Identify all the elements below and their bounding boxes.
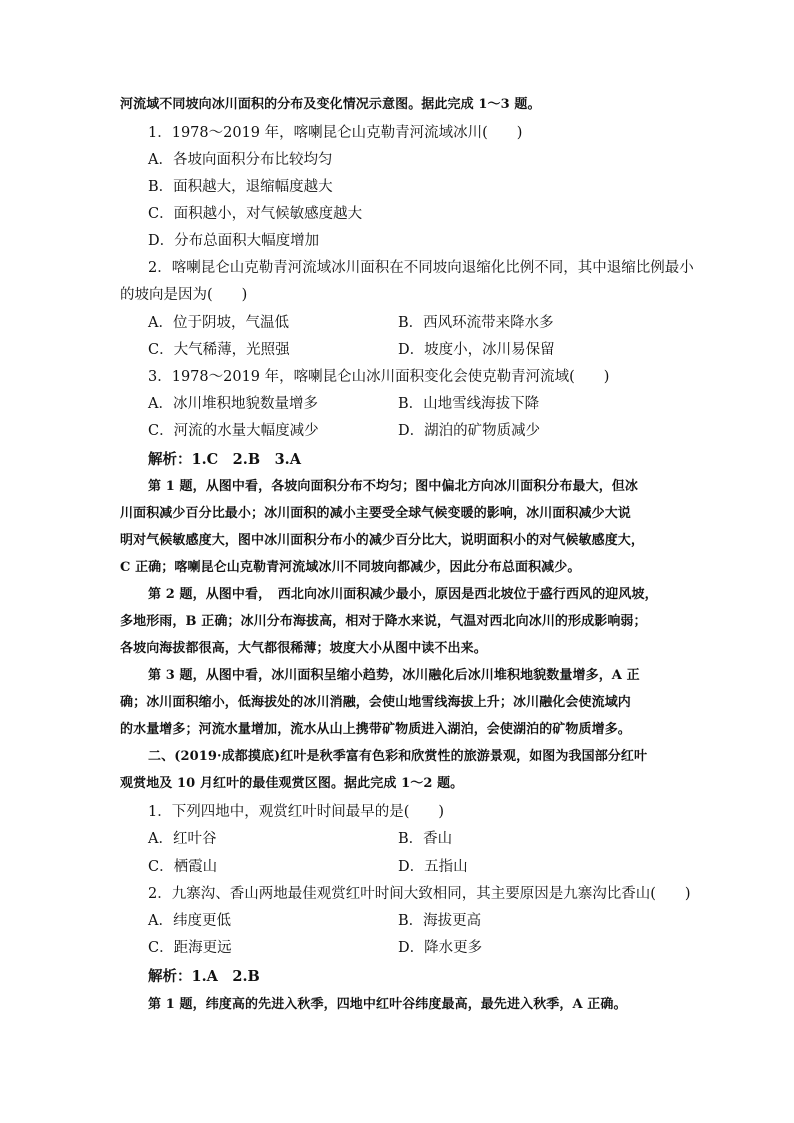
explanation-line: 川面积减少百分比最小；冰川面积的减小主要受全球气候变暖的影响，冰川面积减少大说 bbox=[120, 506, 631, 521]
question-2-1-option-a: A．红叶谷 bbox=[148, 831, 217, 847]
explanation-line: 第 3 题，从图中看，冰川面积呈缩小趋势，冰川融化后冰川堆积地貌数量增多，A 正 bbox=[148, 668, 640, 683]
question-2-1-option-d: D．五指山 bbox=[398, 859, 468, 875]
question-2-option-c: C．大气稀薄，光照强 bbox=[148, 342, 290, 358]
question-2-stem: 2．喀喇昆仑山克勒青河流域冰川面积在不同坡向退缩化比例不同，其中退缩比例最小 bbox=[148, 260, 694, 276]
question-3-stem: 3．1978～2019 年，喀喇昆仑山冰川面积变化会使克勒青河流域( ) bbox=[148, 369, 610, 385]
explanation-line: 的水量增多；河流水量增加，流水从山上携带矿物质进入湖泊，会使湖泊的矿物质增多。 bbox=[120, 722, 631, 737]
question-2-2-option-d: D．降水更多 bbox=[398, 940, 483, 956]
question-1-option-a: A．各坡向面积分布比较均匀 bbox=[148, 152, 333, 168]
question-2-option-a: A．位于阴坡，气温低 bbox=[148, 315, 289, 331]
question-2-1-option-c: C．栖霞山 bbox=[148, 859, 218, 875]
intro-text-line: 河流域不同坡向冰川面积的分布及变化情况示意图。据此完成 1～3 题。 bbox=[120, 97, 541, 112]
explanation-line: 确；冰川面积缩小，低海拔处的冰川消融，会使山地雪线海拔上升；冰川融化会使流域内 bbox=[120, 695, 631, 710]
question-1-option-b: B．面积越大，退缩幅度越大 bbox=[148, 179, 333, 195]
question-2-2-option-a: A．纬度更低 bbox=[148, 913, 231, 929]
question-2-stem-cont: 的坡向是因为( ) bbox=[120, 287, 248, 303]
question-1-option-d: D．分布总面积大幅度增加 bbox=[148, 233, 320, 249]
question-3-option-c: C．河流的水量大幅度减少 bbox=[148, 423, 319, 439]
question-2-option-d: D．坡度小，冰川易保留 bbox=[398, 342, 555, 358]
question-2-option-b: B．西风环流带来降水多 bbox=[398, 315, 554, 331]
explanation-line: 各坡向海拔都很高，大气都很稀薄；坡度大小从图中读不出来。 bbox=[120, 641, 487, 656]
question-3-option-a: A．冰川堆积地貌数量增多 bbox=[148, 396, 318, 412]
explanation-line: 第 1 题，从图中看，各坡向面积分布不均匀；图中偏北方向冰川面积分布最大，但冰 bbox=[148, 479, 638, 494]
explanation-line: 明对气候敏感度大，图中冰川面积分布小的减少百分比大，说明面积小的对气候敏感度大， bbox=[120, 533, 645, 548]
question-1-stem: 1．1978～2019 年，喀喇昆仑山克勒青河流域冰川( ) bbox=[148, 125, 523, 141]
question-2-1-stem: 1．下列四地中，观赏红叶时间最早的是( ) bbox=[148, 804, 445, 820]
section-two-intro-cont: 观赏地及 10 月红叶的最佳观赏区图。据此完成 1～2 题。 bbox=[120, 776, 464, 791]
answer-key-1: 解析：1.C 2.B 3.A bbox=[148, 451, 301, 468]
question-1-option-c: C．面积越小，对气候敏感度越大 bbox=[148, 206, 363, 222]
section-two-intro: 二、(2019·成都摸底)红叶是秋季富有色彩和欣赏性的旅游景观，如图为我国部分红叶 bbox=[148, 749, 648, 764]
question-2-2-option-c: C．距海更远 bbox=[148, 940, 232, 956]
question-2-1-option-b: B．香山 bbox=[398, 831, 453, 847]
question-3-option-b: B．山地雪线海拔下降 bbox=[398, 396, 540, 412]
question-3-option-d: D．湖泊的矿物质减少 bbox=[398, 423, 541, 439]
question-2-2-stem: 2．九寨沟、香山两地最佳观赏红叶时间大致相同，其主要原因是九寨沟比香山( ) bbox=[148, 886, 691, 902]
explanation-line: 第 1 题，纬度高的先进入秋季，四地中红叶谷纬度最高，最先进入秋季，A 正确。 bbox=[148, 997, 627, 1012]
answer-key-2: 解析：1.A 2.B bbox=[148, 968, 260, 985]
explanation-line: C 正确；喀喇昆仑山克勒青河流域冰川不同坡向都减少，因此分布总面积减少。 bbox=[120, 560, 581, 575]
explanation-line: 第 2 题，从图中看， 西北向冰川面积减少最小，原因是西北坡位于盛行西风的迎风坡， bbox=[148, 587, 658, 602]
explanation-line: 多地形雨，B 正确；冰川分布海拔高，相对于降水来说，气温对西北向冰川的形成影响弱； bbox=[120, 614, 647, 629]
question-2-2-option-b: B．海拔更高 bbox=[398, 913, 482, 929]
